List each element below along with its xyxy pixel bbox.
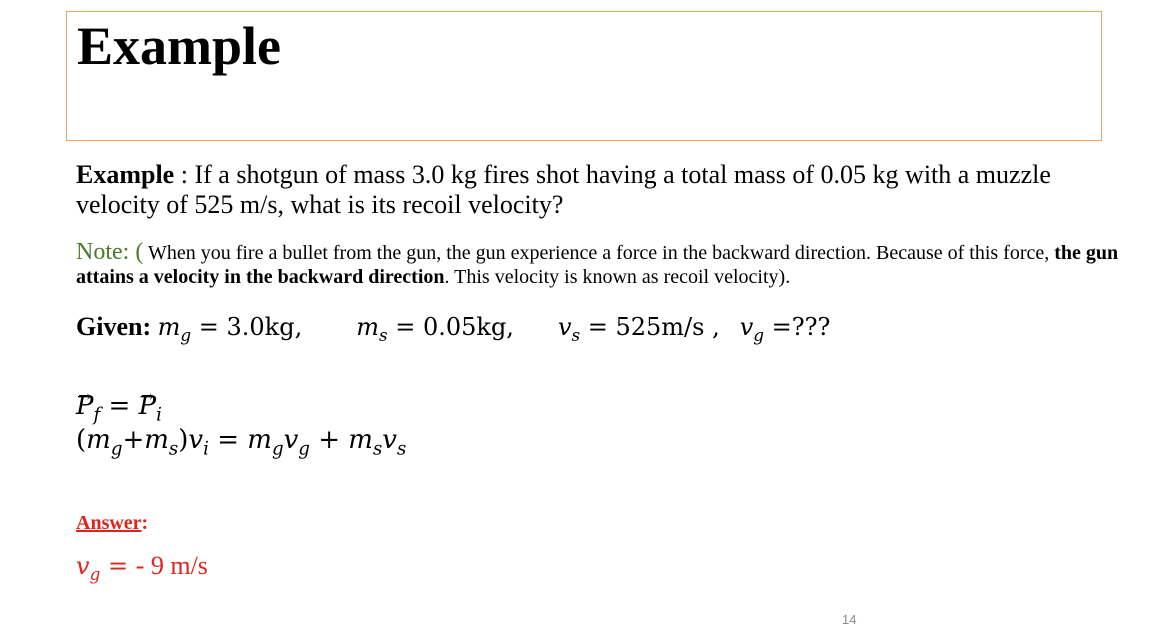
- note-label: Note: (: [76, 239, 144, 265]
- momentum-equals: =: [100, 391, 139, 421]
- page-number: 14: [842, 612, 857, 627]
- given-label: Given:: [76, 312, 158, 341]
- paren-open: (: [76, 425, 87, 455]
- plus-sign: +: [122, 425, 145, 455]
- paren-close: ): [178, 425, 189, 455]
- answer-equals: =: [100, 552, 136, 580]
- given-vs-value: = 525m/s ,: [580, 313, 720, 341]
- answer-label-text: Answer: [76, 512, 142, 534]
- note-paragraph: [76, 240, 1146, 289]
- given-vg-value: =???: [764, 313, 831, 341]
- given-mg: $m_g = 3.0kg$,: [157, 313, 303, 345]
- slide-title: Example: [77, 16, 282, 76]
- note-text-bold: the gun attains a velocity in the backward direction: [76, 242, 1119, 288]
- question-label: Example: [76, 160, 175, 189]
- plus-sign-2: +: [309, 425, 349, 455]
- answer-label: [76, 512, 148, 535]
- title-placeholder-box: [66, 11, 1102, 141]
- question-paragraph: [76, 160, 1116, 220]
- answer-label-colon: :: [141, 512, 149, 534]
- given-vg: $v_g$ =???: [739, 313, 831, 345]
- note-text-before: When you fire a bullet from the gun, the gun experience a force in the backward direction. Because of this force,: [143, 242, 1055, 264]
- conservation-equation: $(m_g+m_s)v_i = m_gv_g + m_sv_s$: [76, 425, 407, 460]
- given-ms-value: = 0.05kg,: [387, 313, 514, 341]
- given-vs: $v_s = 525m/s$ ,: [557, 313, 720, 345]
- equals-sign: =: [208, 425, 248, 455]
- answer-value: [76, 550, 208, 582]
- given-line: [76, 310, 1116, 344]
- note-text-after: . This velocity is known as recoil velocity).: [444, 266, 791, 288]
- answer-variable: $v_g$ =: [76, 552, 136, 584]
- question-text: If a shotgun of mass 3.0 kg fires shot having a total mass of 0.05 kg with a muzzle velocity of 525 m/s, what is its recoil velocity?: [76, 160, 1051, 219]
- momentum-equation: → $P_f$ = → $P_i$: [76, 390, 162, 422]
- answer-number: - 9 m/s: [135, 551, 208, 580]
- given-mg-value: = 3.0kg,: [191, 313, 303, 341]
- given-ms: $m_s = 0.05kg$,: [356, 313, 514, 345]
- question-separator: :: [174, 160, 195, 189]
